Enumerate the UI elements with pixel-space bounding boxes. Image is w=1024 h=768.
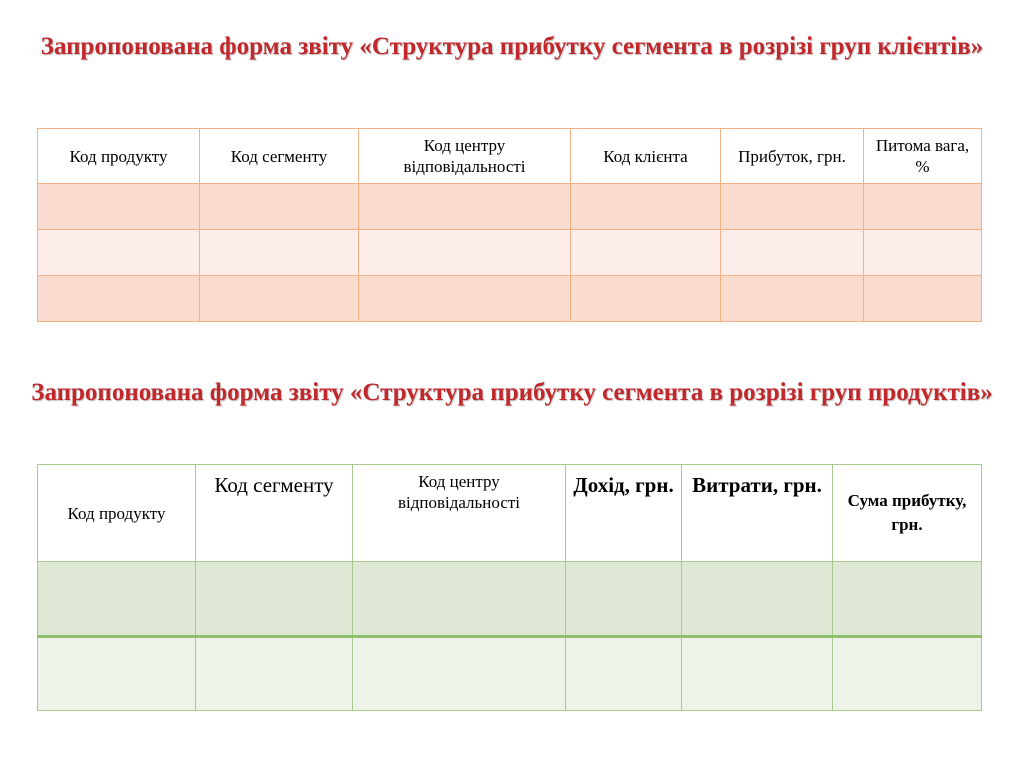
table-row [38, 184, 982, 230]
table-cell[interactable] [833, 637, 982, 711]
table-cell[interactable] [359, 230, 571, 276]
table-cell[interactable] [38, 637, 196, 711]
table-cell[interactable] [200, 184, 359, 230]
report-title-clients: Запропонована форма звіту «Структура прибутку сегмента в розрізі груп клієнтів» [40, 33, 984, 60]
table-cell[interactable] [353, 562, 566, 637]
table-row [38, 230, 982, 276]
table-cell[interactable] [200, 230, 359, 276]
table-cell[interactable] [721, 184, 864, 230]
table-cell[interactable] [566, 637, 682, 711]
table-cell[interactable] [196, 637, 353, 711]
table-cell[interactable] [833, 562, 982, 637]
table-cell[interactable] [353, 637, 566, 711]
client-profit-table [37, 128, 982, 322]
header-client-code: Код клієнта [571, 129, 721, 184]
header-expenses: Витрати, грн. [682, 465, 833, 562]
header-segment-code: Код сегменту [200, 129, 359, 184]
table-cell[interactable] [566, 562, 682, 637]
table-cell[interactable] [359, 276, 571, 322]
table-cell[interactable] [721, 230, 864, 276]
table-row [38, 562, 982, 637]
table-cell[interactable] [196, 562, 353, 637]
table-cell[interactable] [571, 184, 721, 230]
table-cell[interactable] [38, 276, 200, 322]
header-responsibility-center-code: Код центру відповідальності [353, 465, 566, 562]
table-cell[interactable] [571, 230, 721, 276]
header-segment-code: Код сегменту [196, 465, 353, 562]
table-cell[interactable] [571, 276, 721, 322]
header-product-code: Код продукту [38, 129, 200, 184]
table-row [38, 276, 982, 322]
header-profit: Прибуток, грн. [721, 129, 864, 184]
table-cell[interactable] [200, 276, 359, 322]
header-product-code: Код продукту [38, 465, 196, 562]
header-responsibility-center-code: Код центру відповідальності [359, 129, 571, 184]
header-profit-sum: Сума прибутку, грн. [833, 465, 982, 562]
table-header-row [38, 129, 982, 184]
table-cell[interactable] [38, 184, 200, 230]
table-cell[interactable] [721, 276, 864, 322]
table-cell[interactable] [864, 276, 982, 322]
report-title-products: Запропонована форма звіту «Структура прибутку сегмента в розрізі груп продуктів» [31, 379, 993, 406]
product-profit-table [37, 464, 982, 711]
table-cell[interactable] [864, 184, 982, 230]
header-revenue: Дохід, грн. [566, 465, 682, 562]
table-header-row [38, 465, 982, 562]
table-cell[interactable] [38, 562, 196, 637]
table-row [38, 637, 982, 711]
table-cell[interactable] [682, 562, 833, 637]
table-cell[interactable] [359, 184, 571, 230]
table-cell[interactable] [38, 230, 200, 276]
table-cell[interactable] [864, 230, 982, 276]
table-cell[interactable] [682, 637, 833, 711]
header-share-percent: Питома вага, % [864, 129, 982, 184]
